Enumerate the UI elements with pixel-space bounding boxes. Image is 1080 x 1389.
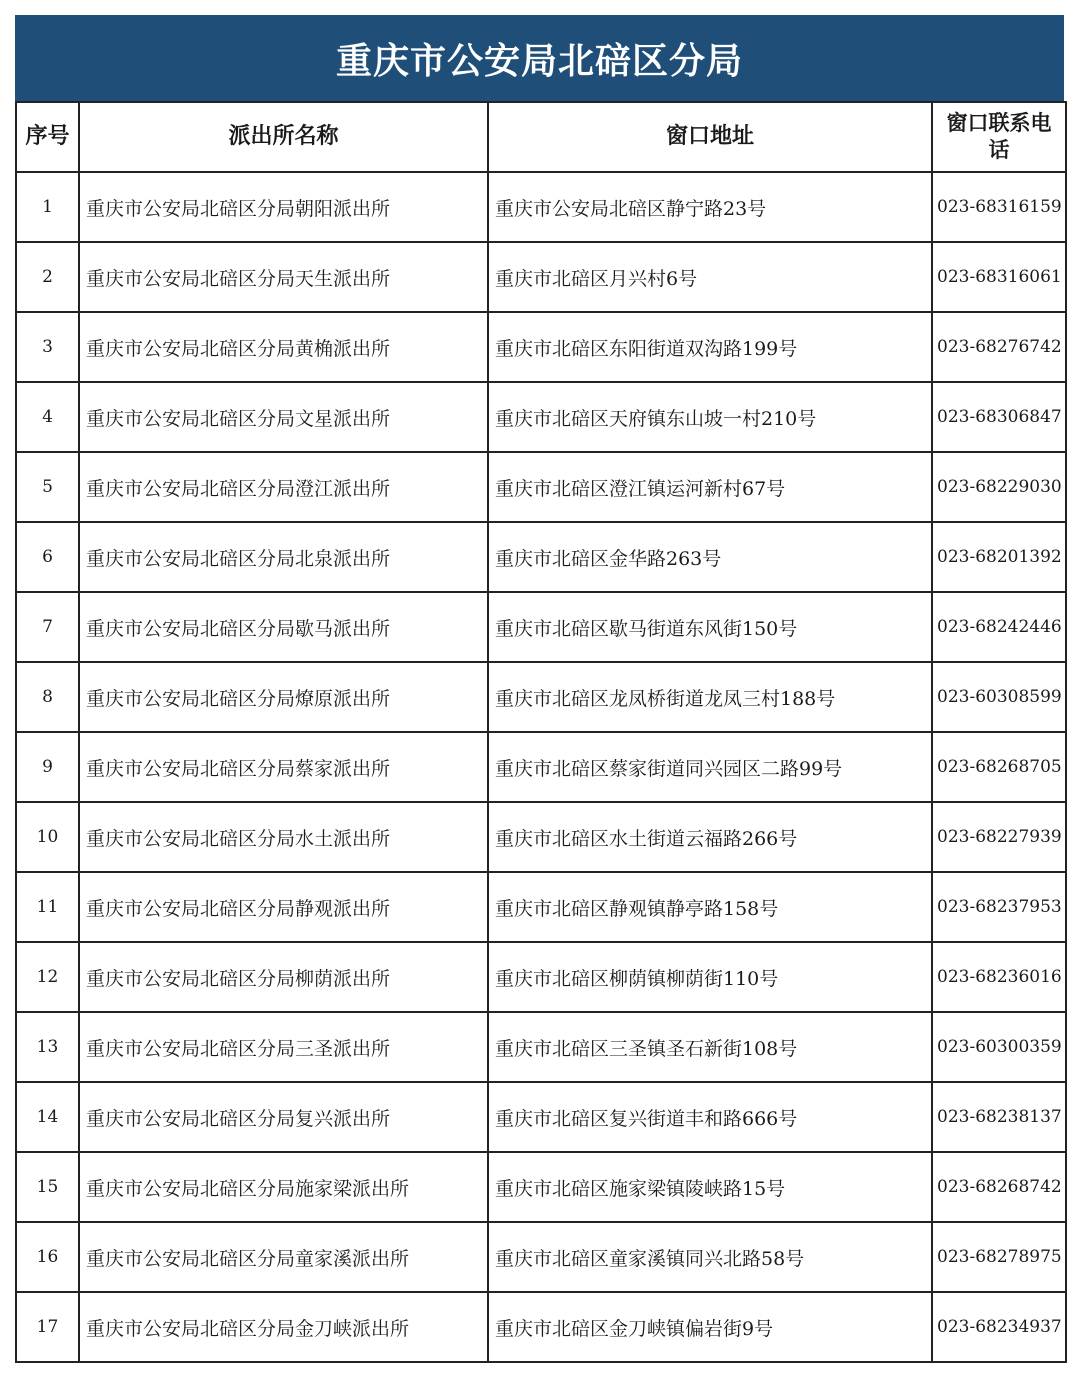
contact-phone-cell: 023-68236016: [932, 942, 1066, 1012]
window-address-cell: 重庆市北碚区东阳街道双沟路199号: [488, 312, 932, 382]
station-name-cell: 重庆市公安局北碚区分局文星派出所: [79, 382, 488, 452]
contact-phone-cell: 023-68276742: [932, 312, 1066, 382]
station-name-cell: 重庆市公安局北碚区分局天生派出所: [79, 242, 488, 312]
window-address-cell: 重庆市北碚区静观镇静亭路158号: [488, 872, 932, 942]
table-row: [16, 802, 1066, 872]
table-row: [16, 1292, 1066, 1362]
row-index-cell: 16: [16, 1222, 79, 1292]
window-address-cell: 重庆市北碚区复兴街道丰和路666号: [488, 1082, 932, 1152]
table-body: [16, 172, 1066, 1362]
row-index-cell: 8: [16, 662, 79, 732]
contact-phone-cell: 023-68316061: [932, 242, 1066, 312]
contact-phone-cell: 023-68278975: [932, 1222, 1066, 1292]
station-name-cell: 重庆市公安局北碚区分局施家梁派出所: [79, 1152, 488, 1222]
station-name-cell: 重庆市公安局北碚区分局蔡家派出所: [79, 732, 488, 802]
contact-phone-cell: 023-68227939: [932, 802, 1066, 872]
contact-phone-cell: 023-68306847: [932, 382, 1066, 452]
row-index-cell: 5: [16, 452, 79, 522]
window-address-cell: 重庆市北碚区月兴村6号: [488, 242, 932, 312]
table-row: [16, 312, 1066, 382]
window-address-cell: 重庆市北碚区三圣镇圣石新街108号: [488, 1012, 932, 1082]
station-name-cell: 重庆市公安局北碚区分局金刀峡派出所: [79, 1292, 488, 1362]
contact-phone-cell: 023-68234937: [932, 1292, 1066, 1362]
window-address-cell: 重庆市北碚区龙凤桥街道龙凤三村188号: [488, 662, 932, 732]
window-address-cell: 重庆市公安局北碚区静宁路23号: [488, 172, 932, 242]
police-station-table: [15, 101, 1067, 1363]
window-address-cell: 重庆市北碚区柳荫镇柳荫街110号: [488, 942, 932, 1012]
window-address-header: 窗口地址: [488, 102, 932, 172]
table-row: [16, 1222, 1066, 1292]
table-row: [16, 662, 1066, 732]
station-name-cell: 重庆市公安局北碚区分局澄江派出所: [79, 452, 488, 522]
station-name-cell: 重庆市公安局北碚区分局朝阳派出所: [79, 172, 488, 242]
table-row: [16, 172, 1066, 242]
station-name-cell: 重庆市公安局北碚区分局北泉派出所: [79, 522, 488, 592]
contact-phone-cell: 023-68229030: [932, 452, 1066, 522]
table-row: [16, 1152, 1066, 1222]
station-name-cell: 重庆市公安局北碚区分局复兴派出所: [79, 1082, 488, 1152]
station-name-cell: 重庆市公安局北碚区分局三圣派出所: [79, 1012, 488, 1082]
row-index-cell: 12: [16, 942, 79, 1012]
row-index-cell: 4: [16, 382, 79, 452]
row-index-cell: 17: [16, 1292, 79, 1362]
window-address-cell: 重庆市北碚区施家梁镇陵峡路15号: [488, 1152, 932, 1222]
row-index-cell: 13: [16, 1012, 79, 1082]
contact-phone-cell: 023-68268705: [932, 732, 1066, 802]
table-row: [16, 382, 1066, 452]
contact-phone-cell: 023-68242446: [932, 592, 1066, 662]
row-index-cell: 11: [16, 872, 79, 942]
window-address-cell: 重庆市北碚区水土街道云福路266号: [488, 802, 932, 872]
contact-phone-header: 窗口联系电话: [932, 102, 1066, 172]
contact-phone-cell: 023-68238137: [932, 1082, 1066, 1152]
window-address-cell: 重庆市北碚区金刀峡镇偏岩街9号: [488, 1292, 932, 1362]
header-row: [16, 102, 1066, 172]
window-address-cell: 重庆市北碚区澄江镇运河新村67号: [488, 452, 932, 522]
station-name-cell: 重庆市公安局北碚区分局静观派出所: [79, 872, 488, 942]
contact-phone-cell: 023-68237953: [932, 872, 1066, 942]
index-header: 序号: [16, 102, 79, 172]
row-index-cell: 14: [16, 1082, 79, 1152]
table-row: [16, 522, 1066, 592]
table-row: [16, 732, 1066, 802]
table-row: [16, 1012, 1066, 1082]
contact-phone-cell: 023-60300359: [932, 1012, 1066, 1082]
row-index-cell: 7: [16, 592, 79, 662]
station-name-cell: 重庆市公安局北碚区分局燎原派出所: [79, 662, 488, 732]
contact-phone-cell: 023-60308599: [932, 662, 1066, 732]
table-row: [16, 872, 1066, 942]
station-name-cell: 重庆市公安局北碚区分局柳荫派出所: [79, 942, 488, 1012]
table-header: [16, 102, 1066, 172]
contact-phone-cell: 023-68268742: [932, 1152, 1066, 1222]
contact-phone-cell: 023-68201392: [932, 522, 1066, 592]
row-index-cell: 9: [16, 732, 79, 802]
row-index-cell: 1: [16, 172, 79, 242]
station-name-cell: 重庆市公安局北碚区分局黄桷派出所: [79, 312, 488, 382]
table-row: [16, 1082, 1066, 1152]
table-row: [16, 592, 1066, 662]
table-row: [16, 242, 1066, 312]
row-index-cell: 15: [16, 1152, 79, 1222]
row-index-cell: 10: [16, 802, 79, 872]
station-name-header: 派出所名称: [79, 102, 488, 172]
station-name-cell: 重庆市公安局北碚区分局歇马派出所: [79, 592, 488, 662]
window-address-cell: 重庆市北碚区金华路263号: [488, 522, 932, 592]
window-address-cell: 重庆市北碚区蔡家街道同兴园区二路99号: [488, 732, 932, 802]
page-title: 重庆市公安局北碚区分局: [15, 15, 1064, 101]
window-address-cell: 重庆市北碚区歇马街道东风街150号: [488, 592, 932, 662]
window-address-cell: 重庆市北碚区童家溪镇同兴北路58号: [488, 1222, 932, 1292]
table-row: [16, 942, 1066, 1012]
table-row: [16, 452, 1066, 522]
contact-phone-cell: 023-68316159: [932, 172, 1066, 242]
row-index-cell: 3: [16, 312, 79, 382]
row-index-cell: 6: [16, 522, 79, 592]
window-address-cell: 重庆市北碚区天府镇东山坡一村210号: [488, 382, 932, 452]
row-index-cell: 2: [16, 242, 79, 312]
station-name-cell: 重庆市公安局北碚区分局童家溪派出所: [79, 1222, 488, 1292]
station-name-cell: 重庆市公安局北碚区分局水土派出所: [79, 802, 488, 872]
